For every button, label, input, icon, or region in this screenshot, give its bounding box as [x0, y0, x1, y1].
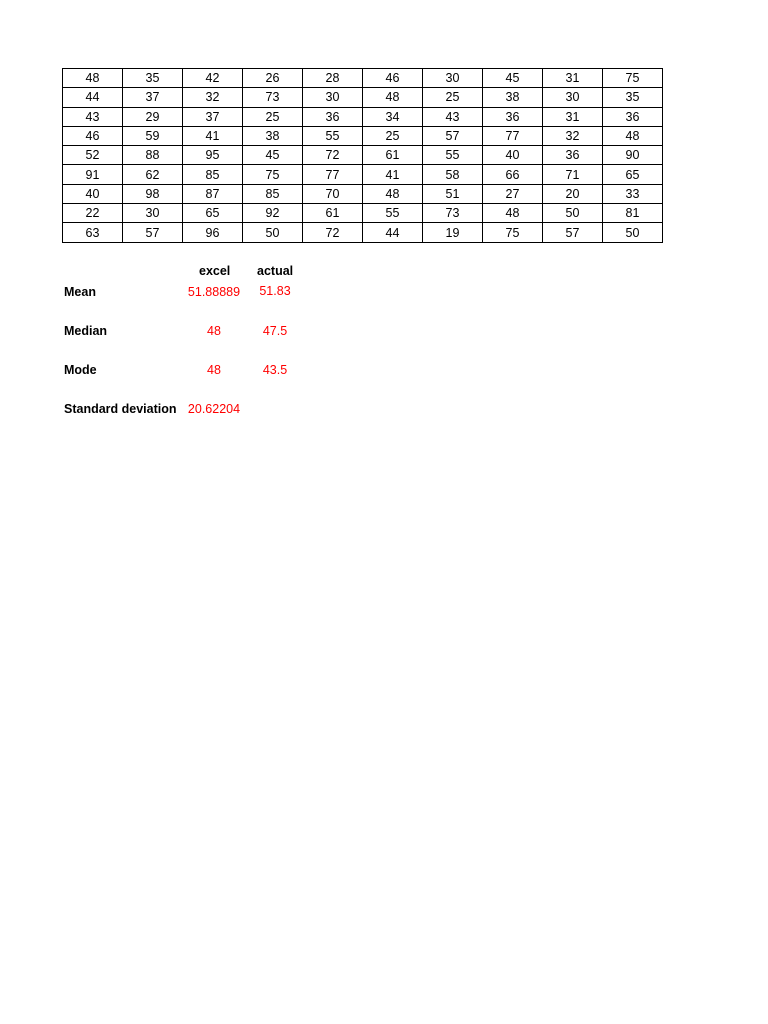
table-cell: 95 — [183, 146, 243, 165]
excel-column-header: excel — [199, 264, 231, 278]
table-cell: 55 — [363, 204, 423, 223]
table-cell: 36 — [543, 146, 603, 165]
table-cell: 85 — [183, 165, 243, 184]
median-label: Median — [64, 324, 108, 338]
table-cell: 59 — [123, 126, 183, 145]
table-cell: 52 — [63, 146, 123, 165]
table-cell: 32 — [543, 126, 603, 145]
table-cell: 55 — [423, 146, 483, 165]
table-cell: 73 — [243, 88, 303, 107]
table-cell: 30 — [543, 88, 603, 107]
table-cell: 65 — [183, 204, 243, 223]
table-cell: 90 — [603, 146, 663, 165]
table-cell: 33 — [603, 184, 663, 203]
table-cell: 26 — [243, 69, 303, 88]
table-cell: 58 — [423, 165, 483, 184]
table-cell: 29 — [123, 107, 183, 126]
mean-actual-value: 51.83 — [259, 284, 291, 298]
table-cell: 37 — [183, 107, 243, 126]
table-cell: 36 — [603, 107, 663, 126]
table-cell: 48 — [363, 184, 423, 203]
table-cell: 75 — [603, 69, 663, 88]
table-row — [63, 165, 663, 184]
table-row — [63, 126, 663, 145]
table-cell: 57 — [543, 223, 603, 242]
table-cell: 91 — [63, 165, 123, 184]
table-cell: 46 — [363, 69, 423, 88]
table-cell: 63 — [63, 223, 123, 242]
table-cell: 65 — [603, 165, 663, 184]
table-cell: 55 — [303, 126, 363, 145]
table-row — [63, 223, 663, 242]
table-cell: 41 — [183, 126, 243, 145]
table-cell: 35 — [603, 88, 663, 107]
table-cell: 36 — [303, 107, 363, 126]
table-cell: 42 — [183, 69, 243, 88]
table-cell: 25 — [243, 107, 303, 126]
mode-actual-value: 43.5 — [262, 363, 288, 377]
actual-column-header: actual — [257, 264, 294, 278]
table-cell: 35 — [123, 69, 183, 88]
table-row — [63, 146, 663, 165]
table-cell: 57 — [423, 126, 483, 145]
table-cell: 50 — [543, 204, 603, 223]
table-cell: 31 — [543, 69, 603, 88]
table-cell: 45 — [243, 146, 303, 165]
table-cell: 51 — [423, 184, 483, 203]
table-cell: 25 — [363, 126, 423, 145]
table-cell: 38 — [243, 126, 303, 145]
table-cell: 92 — [243, 204, 303, 223]
table-row — [63, 204, 663, 223]
table-cell: 88 — [123, 146, 183, 165]
table-cell: 57 — [123, 223, 183, 242]
table-cell: 70 — [303, 184, 363, 203]
table-cell: 38 — [483, 88, 543, 107]
table-cell: 62 — [123, 165, 183, 184]
standard-deviation-label: Standard deviation — [64, 402, 177, 416]
table-cell: 77 — [483, 126, 543, 145]
mean-label: Mean — [64, 285, 96, 299]
table-cell: 40 — [63, 184, 123, 203]
table-cell: 61 — [363, 146, 423, 165]
table-row — [63, 69, 663, 88]
table-row — [63, 107, 663, 126]
table-cell: 44 — [63, 88, 123, 107]
table-cell: 20 — [543, 184, 603, 203]
table-cell: 50 — [243, 223, 303, 242]
table-cell: 19 — [423, 223, 483, 242]
table-cell: 41 — [363, 165, 423, 184]
table-cell: 25 — [423, 88, 483, 107]
table-cell: 72 — [303, 223, 363, 242]
table-cell: 37 — [123, 88, 183, 107]
table-row — [63, 88, 663, 107]
table-row — [63, 184, 663, 203]
table-cell: 96 — [183, 223, 243, 242]
table-cell: 85 — [243, 184, 303, 203]
table-cell: 22 — [63, 204, 123, 223]
table-cell: 75 — [243, 165, 303, 184]
table-cell: 61 — [303, 204, 363, 223]
median-actual-value: 47.5 — [262, 324, 288, 338]
table-cell: 27 — [483, 184, 543, 203]
table-cell: 43 — [423, 107, 483, 126]
table-cell: 46 — [63, 126, 123, 145]
mode-excel-value: 48 — [207, 363, 221, 377]
table-cell: 44 — [363, 223, 423, 242]
table-cell: 73 — [423, 204, 483, 223]
median-excel-value: 48 — [207, 324, 221, 338]
table-cell: 48 — [63, 69, 123, 88]
table-cell: 45 — [483, 69, 543, 88]
data-table — [62, 68, 663, 243]
table-cell: 71 — [543, 165, 603, 184]
table-cell: 30 — [123, 204, 183, 223]
table-cell: 43 — [63, 107, 123, 126]
table-cell: 50 — [603, 223, 663, 242]
mode-label: Mode — [64, 363, 97, 377]
table-cell: 48 — [603, 126, 663, 145]
table-cell: 31 — [543, 107, 603, 126]
table-cell: 40 — [483, 146, 543, 165]
table-cell: 30 — [423, 69, 483, 88]
table-cell: 81 — [603, 204, 663, 223]
table-cell: 75 — [483, 223, 543, 242]
table-cell: 98 — [123, 184, 183, 203]
table-cell: 48 — [483, 204, 543, 223]
table-cell: 30 — [303, 88, 363, 107]
table-cell: 72 — [303, 146, 363, 165]
table-cell: 36 — [483, 107, 543, 126]
table-cell: 66 — [483, 165, 543, 184]
table-cell: 77 — [303, 165, 363, 184]
standard-deviation-excel-value: 20.62204 — [187, 402, 241, 416]
table-cell: 48 — [363, 88, 423, 107]
table-cell: 87 — [183, 184, 243, 203]
table-cell: 34 — [363, 107, 423, 126]
mean-excel-value: 51.88889 — [187, 285, 241, 299]
table-cell: 32 — [183, 88, 243, 107]
table-cell: 28 — [303, 69, 363, 88]
